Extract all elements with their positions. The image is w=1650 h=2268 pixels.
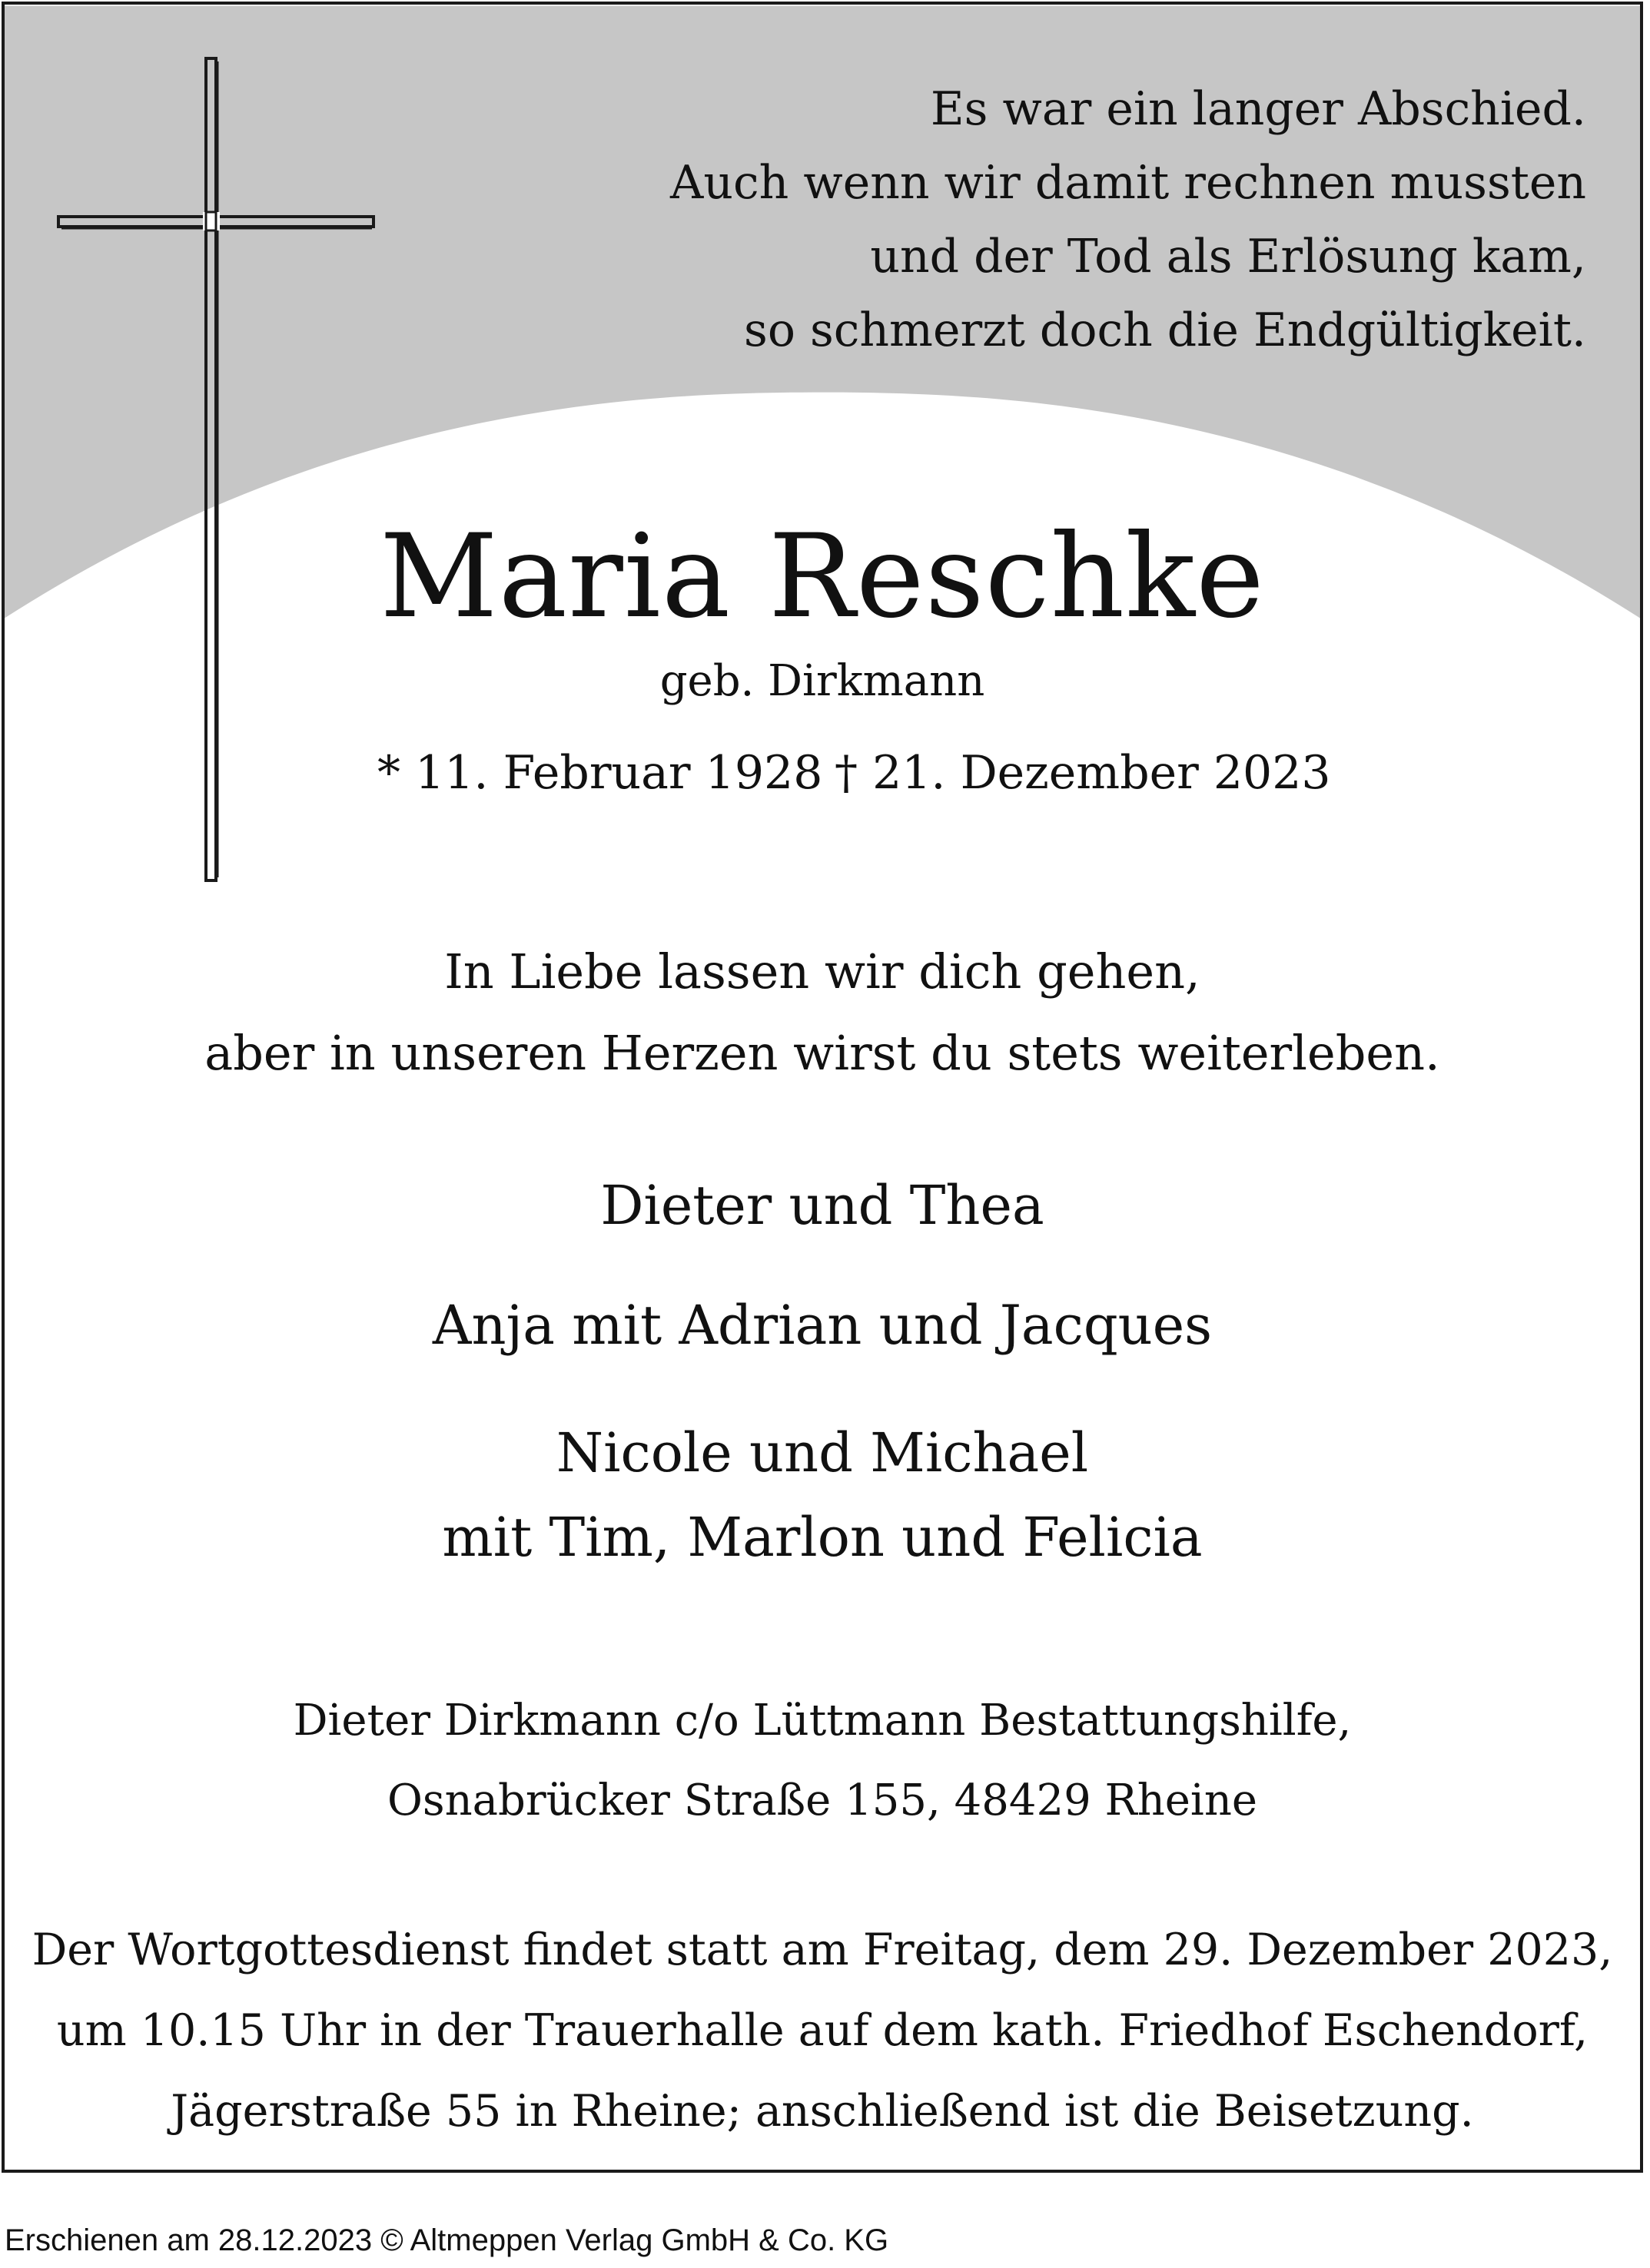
farewell-motto — [5, 931, 1640, 1094]
epigraph-line-4: so schmerzt doch die Endgültigkeit. — [744, 303, 1586, 357]
birth-date: * 11. Februar 1928 — [377, 746, 823, 800]
mourner-line: mit Tim, Marlon und Felicia — [442, 1506, 1203, 1569]
service-line-3: Jägerstraße 55 in Rheine; anschließend ist die Beisetzung. — [171, 2086, 1474, 2137]
epigraph-line-3: und der Tod als Erlösung kam, — [870, 230, 1586, 284]
mourner-line: Dieter und Thea — [600, 1174, 1044, 1237]
contact-address — [5, 1681, 1640, 1841]
publication-credit: Erschienen am 28.12.2023 © Altmeppen Verlag GmbH & Co. KG — [5, 2223, 889, 2257]
epigraph-line-2: Auch wenn wir damit rechnen mussten — [670, 156, 1586, 210]
address-line-1: Dieter Dirkmann c/o Lüttmann Bestattungshilfe, — [293, 1696, 1352, 1746]
mourner-group-2 — [5, 1283, 1640, 1368]
mourner-line: Anja mit Adrian und Jacques — [432, 1294, 1213, 1357]
maiden-name: geb. Dirkmann — [659, 656, 985, 706]
motto-line-2: aber in unseren Herzen wirst du stets weiterleben. — [204, 1025, 1440, 1081]
death-date: † 21. Dezember 2023 — [835, 746, 1331, 800]
mourner-line: Nicole und Michael — [556, 1421, 1089, 1484]
mourner-group-3 — [5, 1411, 1640, 1580]
service-announcement — [5, 1910, 1640, 2152]
deceased-name: Maria Reschke — [380, 510, 1265, 644]
epigraph-line-1: Es war ein langer Abschied. — [930, 82, 1586, 136]
motto-line-1: In Liebe lassen wir dich gehen, — [444, 943, 1200, 1000]
obituary-notice — [2, 2, 1643, 2173]
service-line-1: Der Wortgottesdienst findet statt am Freitag, dem 29. Dezember 2023, — [32, 1925, 1613, 1975]
epigraph-verse — [670, 72, 1586, 367]
service-line-2: um 10.15 Uhr in der Trauerhalle auf dem kath. Friedhof Eschendorf, — [56, 2005, 1589, 2056]
address-line-2: Osnabrücker Straße 155, 48429 Rheine — [387, 1776, 1258, 1825]
life-dates — [5, 742, 1640, 804]
mourner-group-1 — [5, 1163, 1640, 1248]
